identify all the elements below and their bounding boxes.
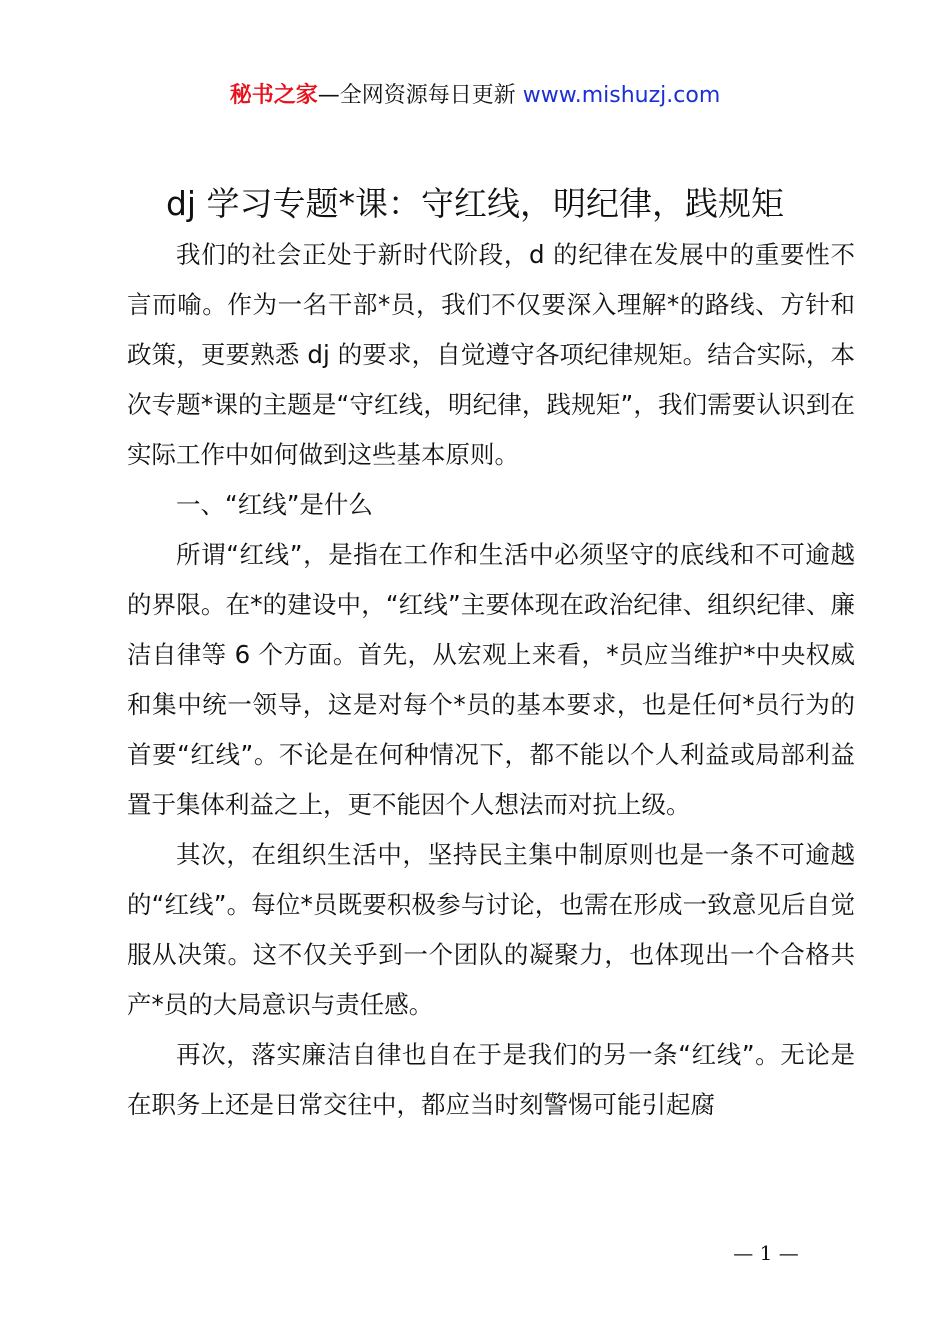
paragraph-red-line-definition: 所谓“红线”，是指在工作和生活中必须坚守的底线和不可逾越的界限。在*的建设中，“红线”主要体现在政治纪律、组织纪律、廉洁自律等 6 个方面。首先，从宏观上来看，*员应当维护*中央权威和集中统一领导，这是对每个*员的基本要求，也是任何*员行为的首要“红线”。不论是在何种情况下，都不能以个人利益或局部利益置于集体利益之上，更不能因个人想法而对抗上级。 <box>127 540 855 819</box>
site-url-link[interactable]: www.mishuzj.com <box>522 83 721 108</box>
page-number: — 1 — <box>733 1241 799 1265</box>
site-tagline: —全网资源每日更新 <box>317 83 523 108</box>
document-body <box>127 230 855 1130</box>
paragraph-intro: 我们的社会正处于新时代阶段，d 的纪律在发展中的重要性不言而喻。作为一名干部*员，我们不仅要深入理解*的路线、方针和政策，更要熟悉 dj 的要求，自觉遵守各项纪律规矩。结合实际，本次专题*课的主题是“守红线，明纪律，践规矩”，我们需要认识到在实际工作中如何做到这些基本原则。 <box>127 240 855 469</box>
document-title: dj 学习专题*课：守红线，明纪律，践规矩 <box>165 184 785 223</box>
paragraph-integrity: 再次，落实廉洁自律也自在于是我们的另一条“红线”。无论是在职务上还是日常交往中，都应当时刻警惕可能引起腐 <box>127 1040 855 1119</box>
section-heading-1: 一、“红线”是什么 <box>176 490 373 519</box>
site-brand: 秘书之家 <box>229 83 318 108</box>
site-header <box>0 80 950 112</box>
paragraph-organization: 其次，在组织生活中，坚持民主集中制原则也是一条不可逾越的“红线”。每位*员既要积极参与讨论，也需在形成一致意见后自觉服从决策。这不仅关乎到一个团队的凝聚力，也体现出一个合格共产*员的大局意识与责任感。 <box>127 840 855 1019</box>
